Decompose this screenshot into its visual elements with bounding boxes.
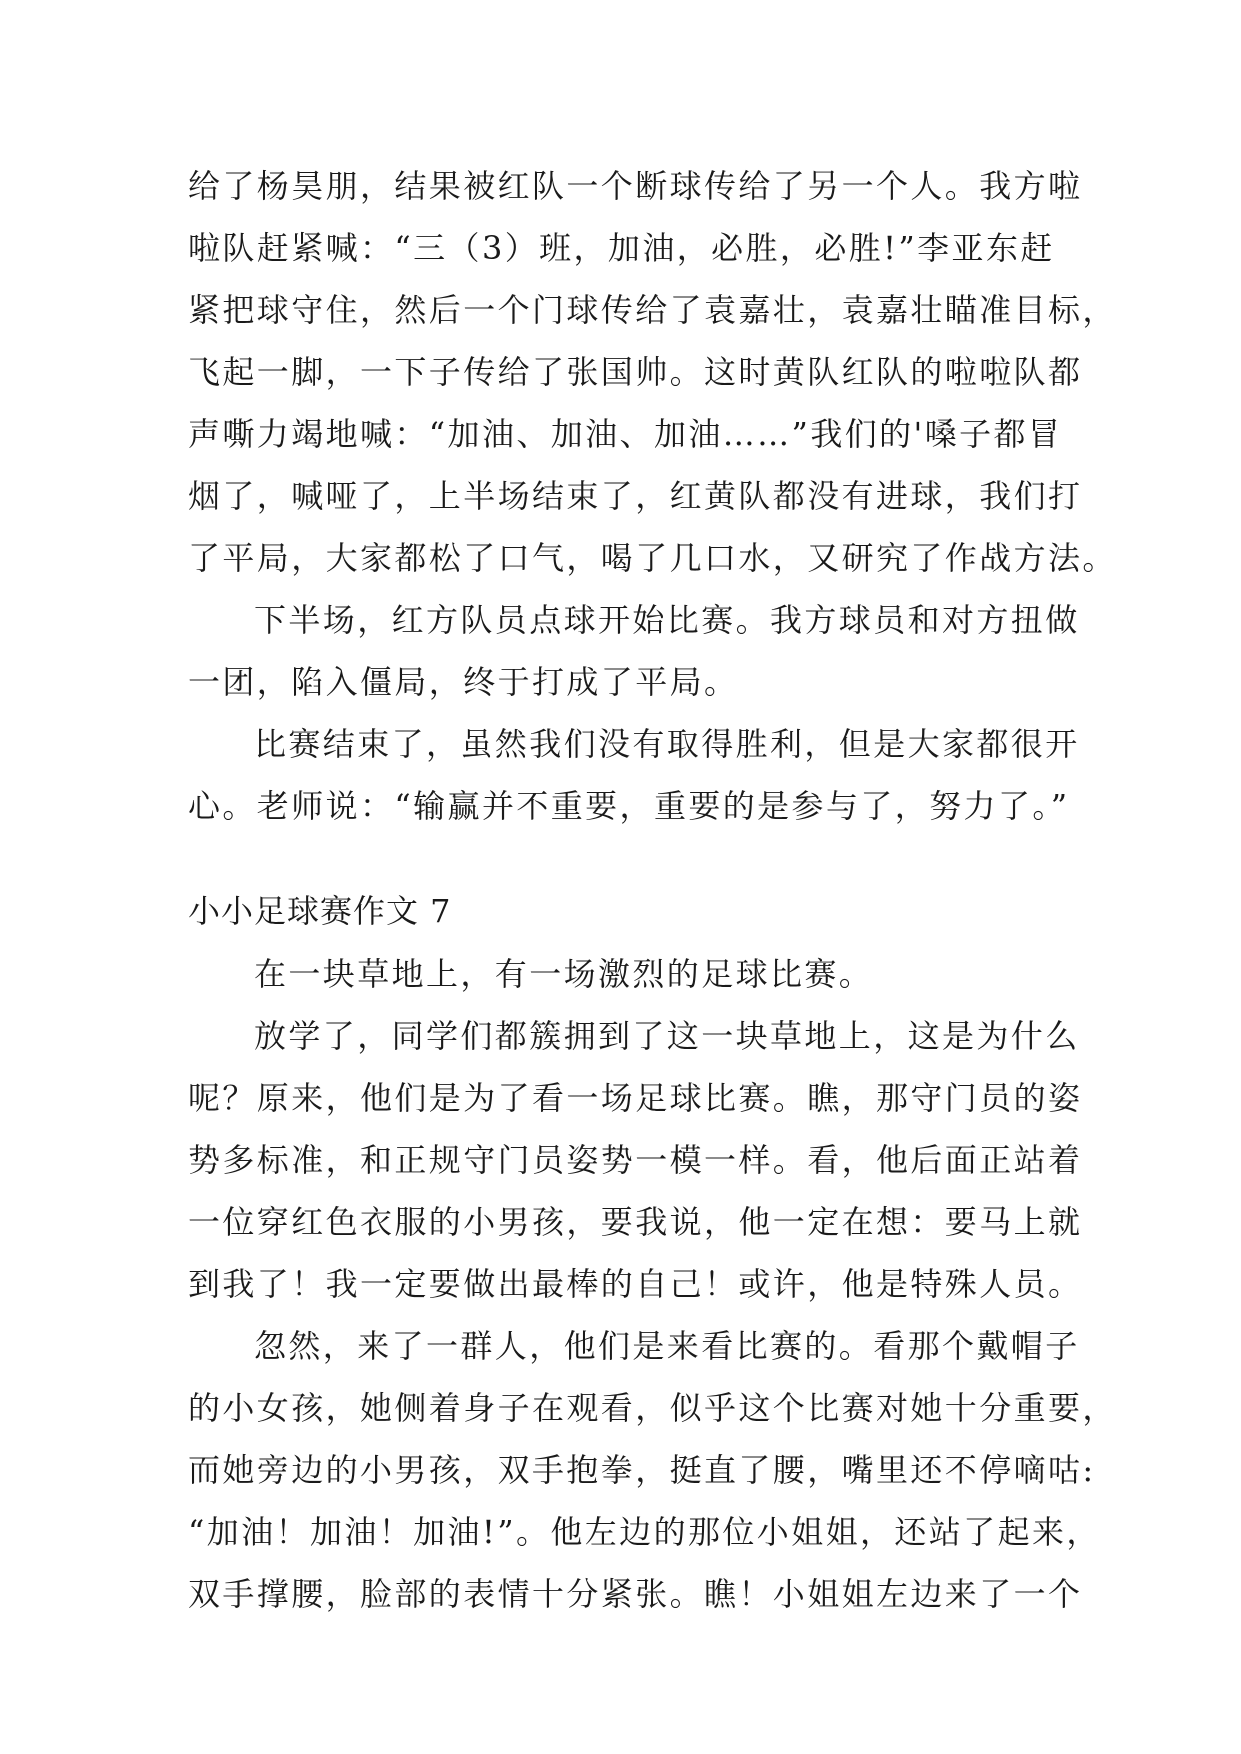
text-line: 飞起一脚，一下子传给了张国帅。这时黄队红队的啦啦队都 [188, 353, 1083, 391]
text-line: 双手撑腰，脸部的表情十分紧张。瞧！小姐姐左边来了一个 [188, 1575, 1083, 1613]
text-line: 声嘶力竭地喊：“加油、加油、加油……”我们的'嗓子都冒 [188, 415, 1063, 453]
text-line: 放学了，同学们都簇拥到了这一块草地上，这是为什么 [254, 1017, 1080, 1055]
text-line: 呢？原来，他们是为了看一场足球比赛。瞧，那守门员的姿 [188, 1079, 1083, 1117]
text-line: 给了杨昊朋，结果被红队一个断球传给了另一个人。我方啦 [188, 167, 1083, 205]
text-line: 啦队赶紧喊：“三（3）班，加油，必胜，必胜!”李亚东赶 [188, 229, 1055, 267]
text-line: 了平局，大家都松了口气，喝了几口水，又研究了作战方法。 [188, 539, 1117, 577]
section-heading: 小小足球赛作文 7 [188, 892, 452, 930]
text-line: 紧把球守住，然后一个门球传给了袁嘉壮，袁嘉壮瞄准目标， [188, 291, 1117, 329]
text-line: “加油！加油！加油!”。他左边的那位小姐姐，还站了起来， [188, 1513, 1101, 1551]
text-line: 在一块草地上，有一场激烈的足球比赛。 [254, 955, 874, 993]
text-line: 忽然，来了一群人，他们是来看比赛的。看那个戴帽子 [254, 1327, 1080, 1365]
text-line: 而她旁边的小男孩，双手抱拳，挺直了腰，嘴里还不停嘀咕: [188, 1451, 1096, 1489]
text-line: 一位穿红色衣服的小男孩，要我说，他一定在想：要马上就 [188, 1203, 1083, 1241]
text-line: 一团，陷入僵局，终于打成了平局。 [188, 663, 739, 701]
text-line: 比赛结束了，虽然我们没有取得胜利，但是大家都很开 [254, 725, 1080, 763]
text-line: 到我了！我一定要做出最棒的自己！或许，他是特殊人员。 [188, 1265, 1083, 1303]
text-line: 势多标准，和正规守门员姿势一模一样。看，他后面正站着 [188, 1141, 1083, 1179]
text-line: 下半场，红方队员点球开始比赛。我方球员和对方扭做 [254, 601, 1080, 639]
text-line: 的小女孩，她侧着身子在观看，似乎这个比赛对她十分重要， [188, 1389, 1117, 1427]
text-line: 烟了，喊哑了，上半场结束了，红黄队都没有进球，我们打 [188, 477, 1083, 515]
text-line: 心。老师说：“输赢并不重要，重要的是参与了，努力了。” [188, 787, 1070, 825]
